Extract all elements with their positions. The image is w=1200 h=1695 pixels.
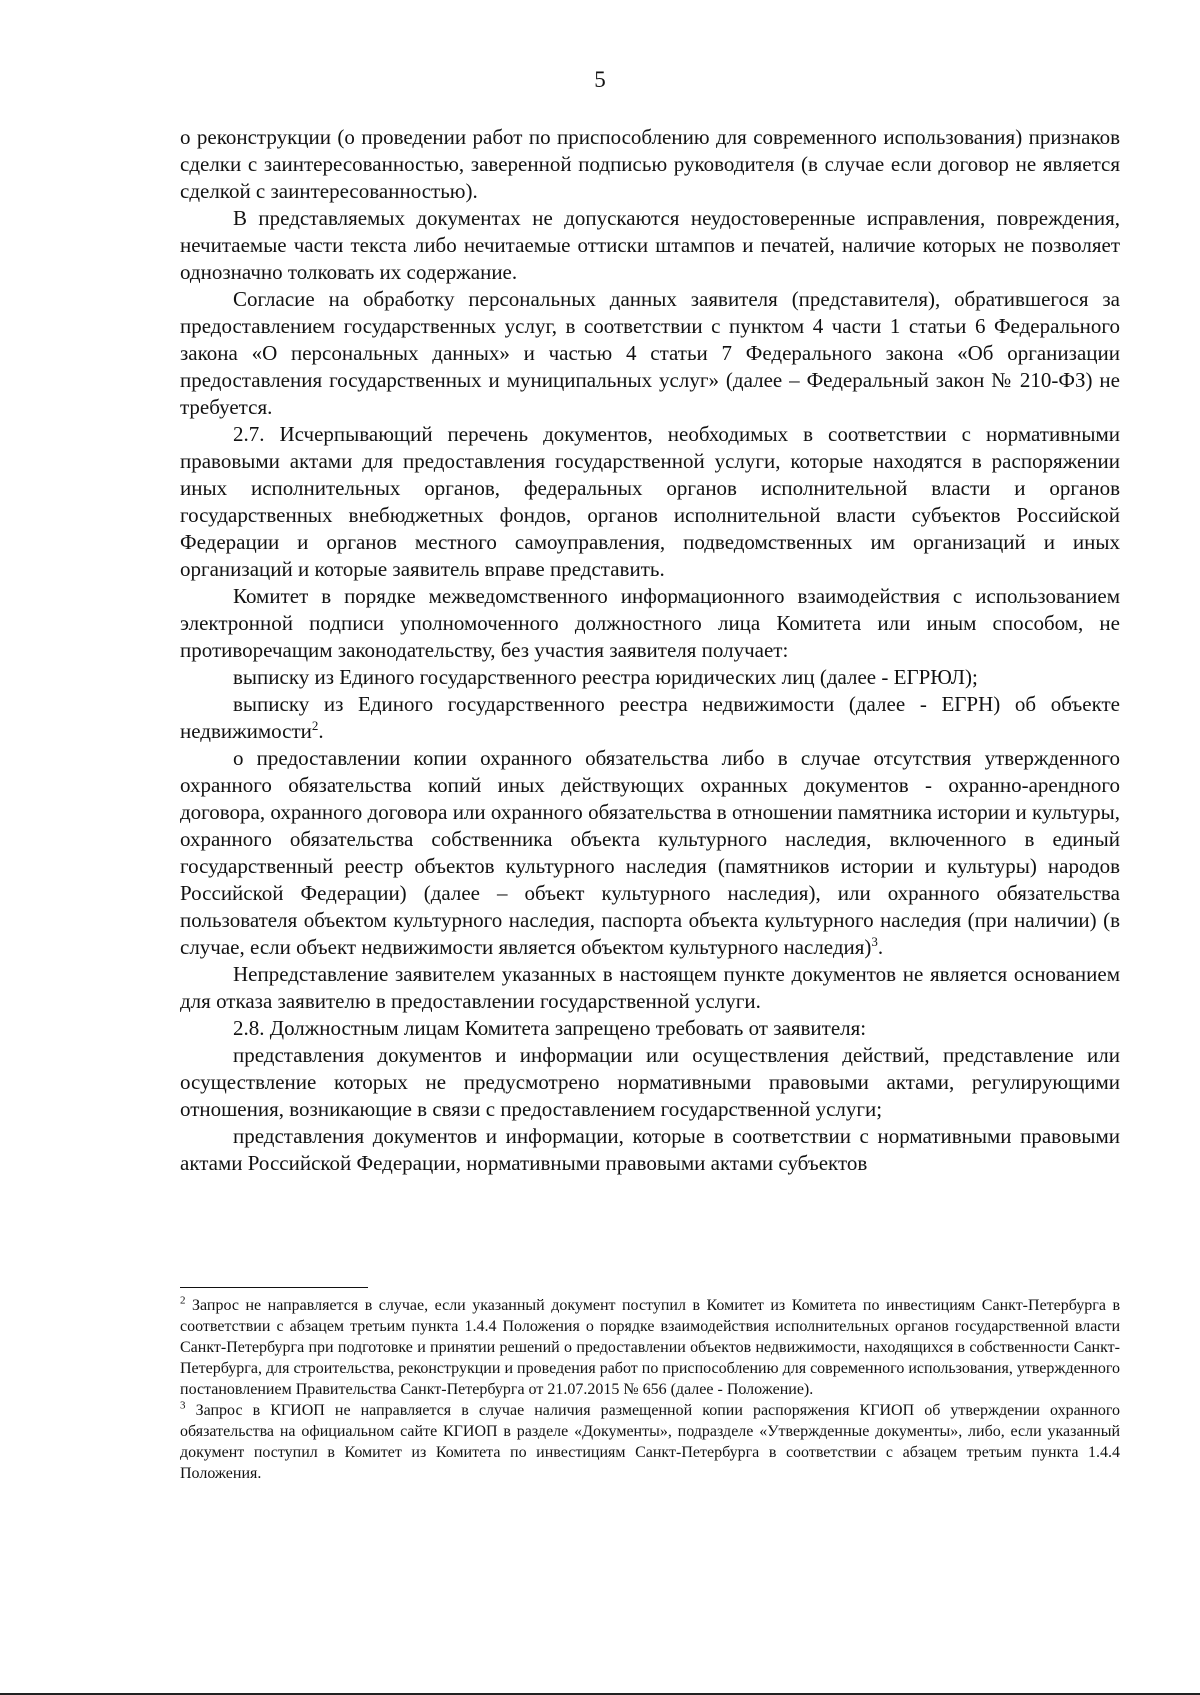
- paragraph: Согласие на обработку персональных данных заявителя (представителя), обратившегося за предоставлением государственных услуг, в соответствии с пунктом 4 части 1 статьи 6 Федерального закона «О персональных данных» и частью 4 статьи 7 Федерального закона «Об организации предоставления государственных и муниципальных услуг» (далее – Федеральный закон № 210-ФЗ) не требуется.: [180, 287, 1120, 419]
- paragraph: В представляемых документах не допускаются неудостоверенные исправления, повреждения, нечитаемые части текста либо нечитаемые оттиски штампов и печатей, наличие которых не позволяет однозначно толковать их содержание.: [180, 206, 1120, 284]
- paragraph: 2.8. Должностным лицам Комитета запрещено требовать от заявителя:: [233, 1016, 867, 1040]
- footnote-ref: 3: [871, 934, 878, 949]
- paragraph: Комитет в порядке межведомственного информационного взаимодействия с использованием электронной подписи уполномоченного должностного лица Комитета или иным способом, не противоречащим законодательству, без участия заявителя получает:: [180, 584, 1120, 662]
- footnote-mark: 3: [180, 1399, 186, 1412]
- footnote-mark: 2: [180, 1294, 186, 1307]
- footnote: [180, 1295, 1120, 1400]
- paragraph: представления документов и информации или осуществления действий, представление или осуществление которых не предусмотрено нормативными правовыми актами, регулирующими отношения, возникающие в связи с предоставлением государственной услуги;: [180, 1043, 1120, 1121]
- punctuation: .: [318, 719, 324, 743]
- paragraph: [180, 745, 1120, 961]
- punctuation: .: [877, 935, 884, 959]
- footnote-ref: 2: [311, 718, 319, 733]
- footnote-text: Запрос не направляется в случае, если указанный документ поступил в Комитет из Комитета по инвестициям Санкт-Петербурга в соответствии с абзацем третьим пункта 1.4.4 Положения о порядке взаимодействия исполнительных органов государственной власти Санкт-Петербурга при подготовке и принятии решений о предоставлении объектов недвижимости, находящихся в собственности Санкт-Петербурга, для строительства, реконструкции и проведения работ по приспособлению для современного использования, утвержденного постановлением Правительства Санкт-Петербурга от 21.07.2015 № 656 (далее - Положение).: [180, 1297, 1121, 1398]
- footnote-separator: [180, 1287, 368, 1288]
- paragraph: представления документов и информации, которые в соответствии с нормативными правовыми актами Российской Федерации, нормативными правовыми актами субъектов: [180, 1124, 1120, 1175]
- footnotes: [180, 1295, 1120, 1484]
- paragraph: 2.7. Исчерпывающий перечень документов, необходимых в соответствии с нормативными правовыми актами для предоставления государственной услуги, которые находятся в распоряжении иных исполнительных органов, федеральных органов исполнительной власти и органов государственных внебюджетных фондов, органов исполнительной власти субъектов Российской Федерации и органов местного самоуправления, подведомственных им организаций и иных организаций и которые заявитель вправе представить.: [180, 422, 1120, 581]
- paragraph: выписку из Единого государственного реестра юридических лиц (далее - ЕГРЮЛ);: [233, 665, 978, 689]
- paragraph: о реконструкции (о проведении работ по приспособлению для современного использования) признаков сделки с заинтересованностью, заверенной подписью руководителя (в случае если договор не является сделкой с заинтересованностью).: [180, 125, 1120, 203]
- document-body: [180, 124, 1120, 1177]
- footnote: [180, 1400, 1120, 1484]
- footnote-text: Запрос в КГИОП не направляется в случае наличия размещенной копии распоряжения КГИОП об утверждении охранного обязательства на официальном сайте КГИОП в разделе «Документы», подразделе «Утвержденные документы», либо, если указанный документ поступил в Комитет из Комитета по инвестициям Санкт-Петербурга в соответствии с абзацем третьим пункта 1.4.4 Положения.: [180, 1402, 1121, 1482]
- paragraph: [180, 691, 1120, 745]
- paragraph: Непредставление заявителем указанных в настоящем пункте документов не является основанием для отказа заявителю в предоставлении государственной услуги.: [180, 962, 1120, 1013]
- page-number: 5: [594, 67, 606, 92]
- paragraph-text: выписку из Единого государственного реестра недвижимости (далее - ЕГРН) об объекте недвижимости: [180, 692, 1120, 743]
- paragraph-text: о предоставлении копии охранного обязательства либо в случае отсутствия утвержденного охранного обязательства копий иных действующих охранных документов - охранно-арендного договора, охранного договора или охранного обязательства в отношении памятника истории и культуры, охранного обязательства собственника объекта культурного наследия, включенного в единый государственный реестр объектов культурного наследия (памятников истории и культуры) народов Российской Федерации) (далее – объект культурного наследия), или охранного обязательства пользователя объектом культурного наследия, паспорта объекта культурного наследия (при наличии) (в случае, если объект недвижимости является объектом культурного наследия): [180, 746, 1120, 959]
